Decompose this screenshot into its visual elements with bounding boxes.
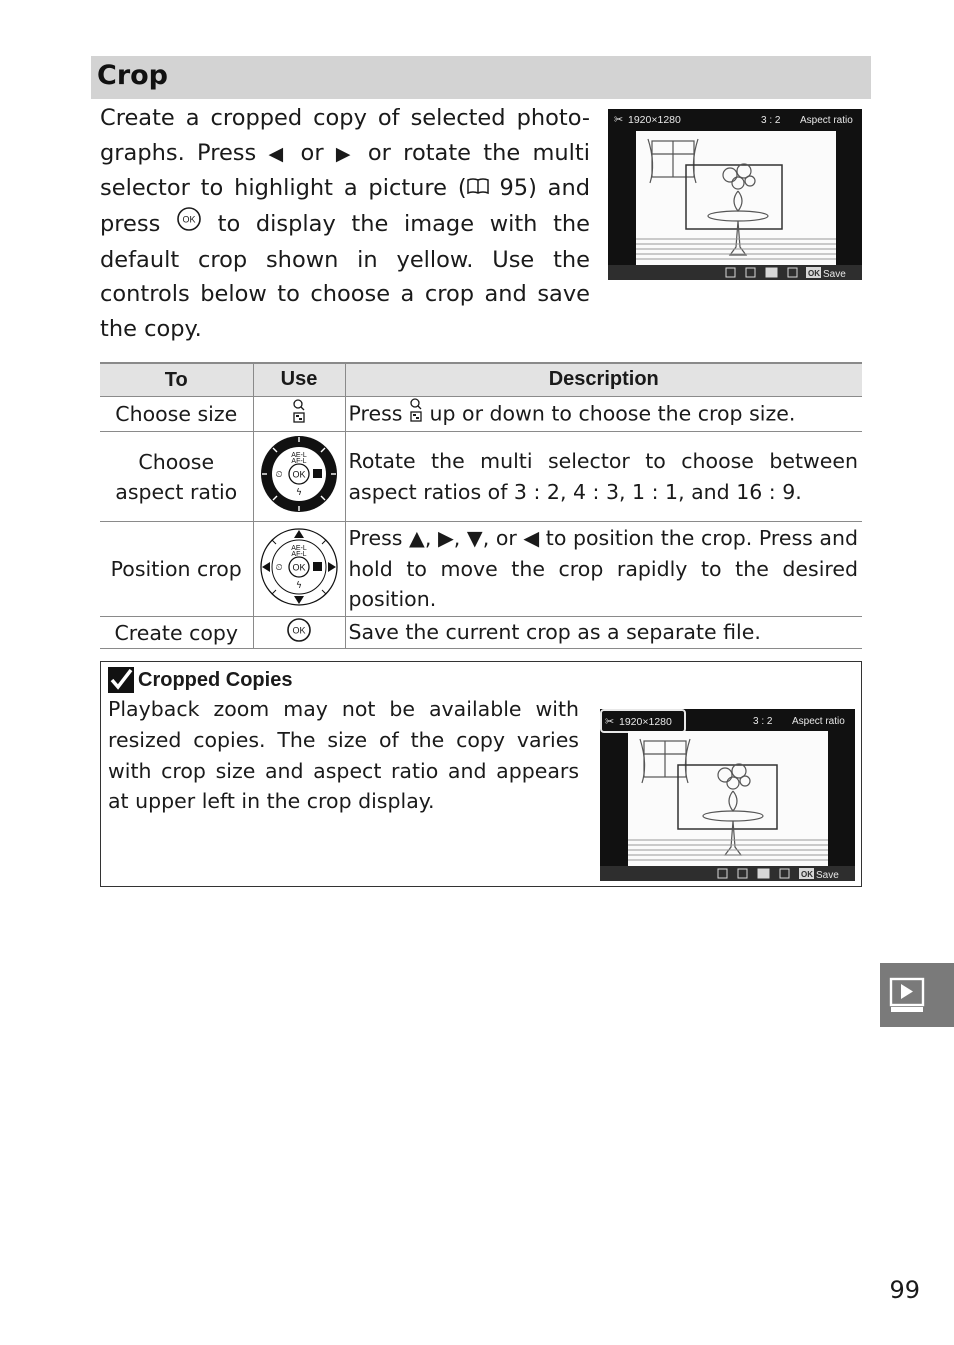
row-description: Rotate the multi selector to choose between aspect ratios of 3 : 2, 4 : 3, 1 : 1, and 16 : 9.	[345, 432, 862, 522]
section-title: Crop	[91, 56, 871, 99]
row-description: Save the current crop as a separate file.	[345, 617, 862, 649]
note-text: Playback zoom may not be available with resized copies. The size of the copy varies with crop size and aspect ratio and appears at upper left in the crop display.	[108, 697, 579, 814]
header-use: Use	[253, 363, 345, 396]
svg-text:AF-L: AF-L	[291, 550, 307, 558]
book-icon	[467, 171, 489, 206]
svg-text:OK: OK	[808, 269, 820, 278]
playback-tab	[880, 963, 954, 1027]
svg-text:OK: OK	[801, 870, 813, 879]
crop-screen-image	[600, 709, 855, 881]
right-arrow-icon: ▶	[335, 142, 356, 165]
svg-text:AE-L: AE-L	[291, 452, 307, 459]
crop-screen-image	[608, 109, 862, 280]
zoom-buttons-icon	[292, 398, 306, 429]
svg-text:AF-L: AF-L	[291, 458, 307, 465]
scissors-icon: ✂	[605, 715, 615, 728]
aspect-ratio-label: Aspect ratio	[800, 115, 853, 126]
svg-text:ϟ: ϟ	[296, 488, 302, 498]
table-row	[100, 396, 862, 432]
row-action: Choose size	[100, 396, 253, 432]
row-action: Choose aspect ratio	[100, 432, 253, 522]
aspect-ratio-label: Aspect ratio	[792, 716, 845, 727]
playback-icon	[880, 1012, 954, 1031]
svg-text:AE-L: AE-L	[291, 544, 307, 552]
svg-text:⏲: ⏲	[275, 470, 283, 480]
note-title: Cropped Copies	[108, 666, 292, 694]
svg-text:OK: OK	[182, 214, 196, 225]
multi-selector-icon	[259, 527, 339, 612]
command-dial-icon	[259, 434, 339, 519]
aspect-ratio-readout: 3 : 2	[753, 716, 773, 727]
row-action: Create copy	[100, 617, 253, 649]
ok-button-icon	[286, 617, 312, 648]
svg-text:OK: OK	[292, 469, 306, 480]
table-row	[100, 432, 862, 522]
header-to: To	[100, 363, 253, 396]
controls-table	[100, 362, 862, 649]
left-arrow-icon: ◀	[268, 142, 289, 165]
svg-text:OK: OK	[292, 625, 306, 636]
ok-button-icon	[176, 206, 202, 243]
svg-text:ϟ: ϟ	[296, 580, 302, 591]
page-number: 99	[889, 1276, 920, 1304]
crop-size-readout: 1920×1280	[628, 114, 681, 126]
svg-text:⏲: ⏲	[275, 562, 283, 573]
table-row	[100, 617, 862, 649]
crop-size-readout: 1920×1280	[619, 716, 672, 728]
intro-paragraph: Create a cropped copy of selected photo-graphs. Press ◀ or ▶ or rotate the multi selector to highlight a picture ( 95) and press OK to display the image with the default crop shown in yellow. Use the controls below to choose a crop and save the copy.	[100, 105, 591, 342]
row-description: Press ▲, ▶, ▼, or ◀ to position the crop. Press and hold to move the crop rapidly to the desired position.	[345, 522, 862, 617]
table-row	[100, 522, 862, 617]
header-description: Description	[345, 363, 862, 396]
row-description: Press up or down to choose the crop size.	[345, 396, 862, 432]
zoom-buttons-icon	[409, 397, 423, 432]
save-label: Save	[823, 269, 846, 280]
scissors-icon: ✂	[614, 113, 624, 126]
check-icon	[108, 667, 134, 693]
aspect-ratio-readout: 3 : 2	[761, 115, 781, 126]
svg-text:OK: OK	[292, 562, 306, 572]
row-action: Position crop	[100, 522, 253, 617]
save-label: Save	[816, 870, 839, 881]
